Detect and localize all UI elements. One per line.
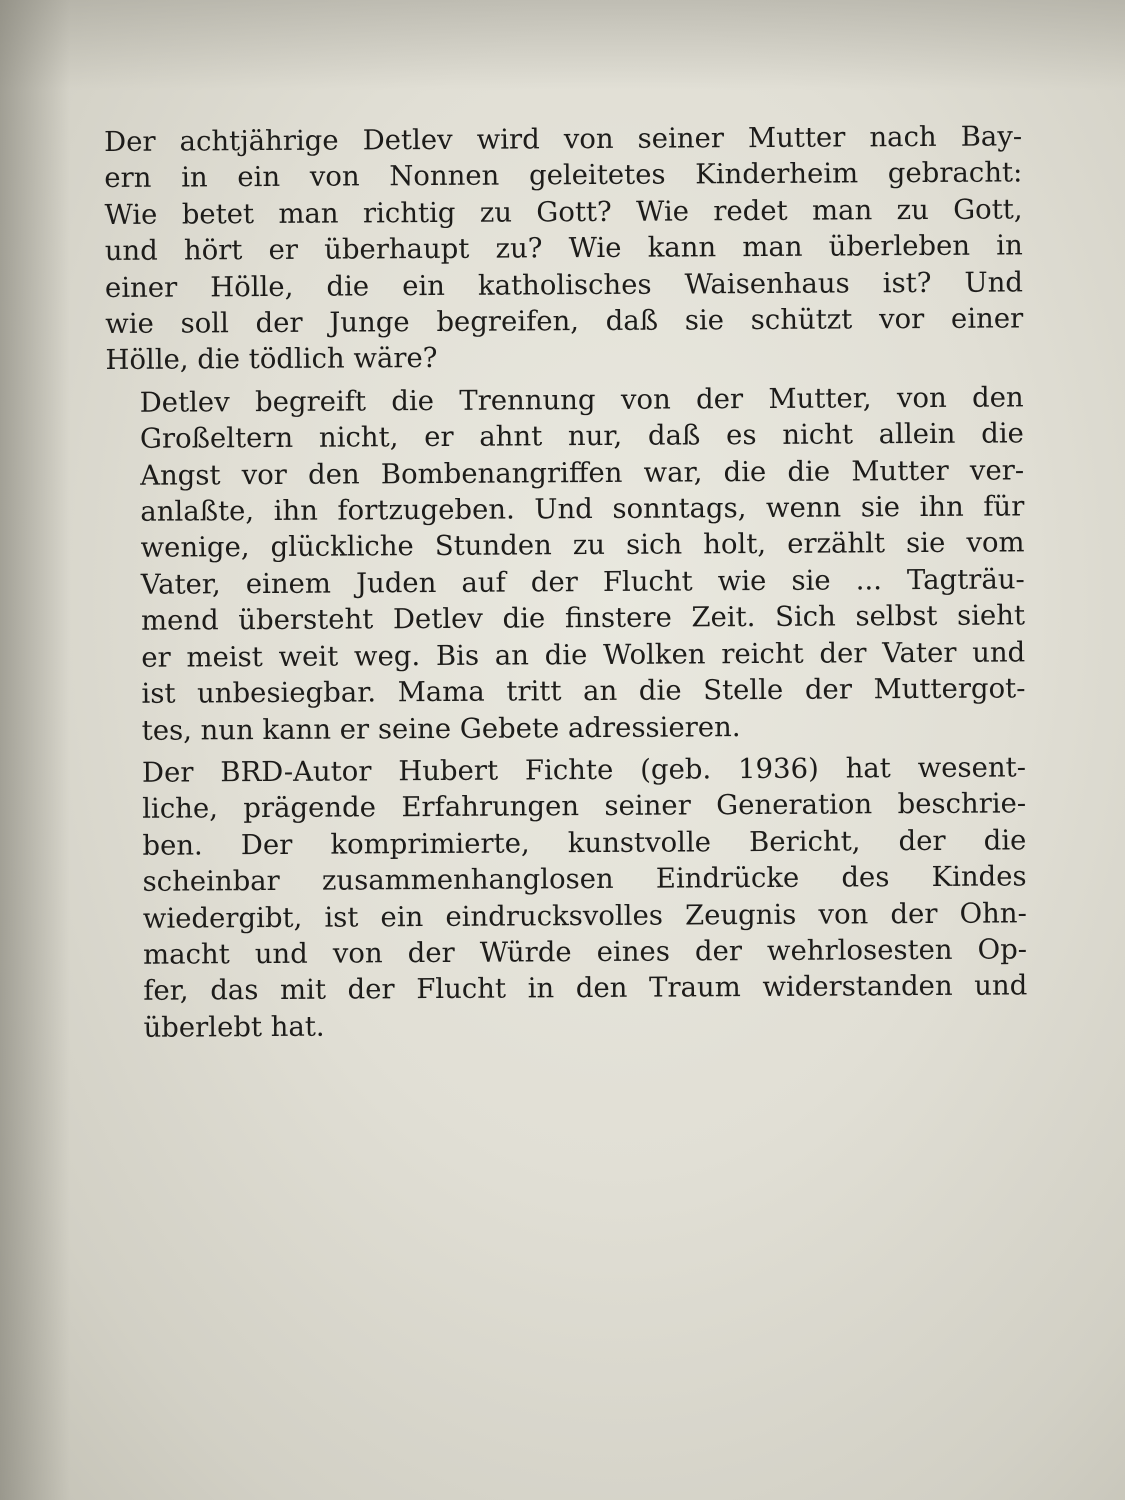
paragraph-2	[106, 379, 1026, 749]
text-line: wiedergibt, ist ein eindrucksvolles Zeugnis von der Ohn-	[142, 896, 1027, 935]
paragraph-1	[104, 118, 1024, 378]
text-line: und hört er überhaupt zu? Wie kann man überleben in	[104, 229, 1023, 268]
text-line: ist unbesiegbar. Mama tritt an die Stelle der Muttergot-	[141, 672, 1026, 710]
text-line: ben. Der komprimierte, kunstvolle Bericht, der die	[142, 824, 1027, 862]
text-line: mend übersteht Detlev die finstere Zeit. Sich selbst sieht	[140, 599, 1026, 638]
text-line: scheinbar zusammenhanglosen Eindrücke des Kindes	[142, 860, 1027, 898]
text-line: einer Hölle, die ein katholisches Waisenhaus ist? Und	[104, 266, 1024, 304]
text-line: fer, das mit der Flucht in den Traum widerstanden und	[143, 969, 1028, 1008]
text-line: Wie betet man richtig zu Gott? Wie redet man zu Gott,	[104, 193, 1023, 231]
text-line: überlebt hat.	[143, 1010, 325, 1044]
text-line: Großeltern nicht, er ahnt nur, daß es nicht allein die	[139, 417, 1025, 456]
text-line: ern in ein von Nonnen geleitetes Kinderheim gebracht:	[104, 156, 1023, 195]
text-line: tes, nun kann er seine Gebete adressieren.	[141, 710, 741, 747]
text-line: macht und von der Würde eines der wehrlosesten Op-	[142, 933, 1028, 971]
text-line: er meist weit weg. Bis an die Wolken reicht der Vater und	[141, 636, 1026, 674]
text-line: Hölle, die tödlich wäre?	[105, 342, 438, 377]
text-line: Vater, einem Juden auf der Flucht wie sie ... Tagträu-	[140, 563, 1025, 601]
page-edge-shadow	[0, 0, 70, 1500]
paragraph-3	[108, 749, 1028, 1046]
text-line: wie soll der Junge begreifen, daß sie schützt vor einer	[105, 302, 1024, 341]
text-line: Angst vor den Bombenangriffen war, die die Mutter ver-	[140, 454, 1025, 492]
text-line: Der BRD-Autor Hubert Fichte (geb. 1936) hat wesent-	[141, 751, 1027, 789]
text-line: wenige, glückliche Stunden zu sich holt, erzählt sie vom	[140, 526, 1025, 565]
text-line: Detlev begreift die Trennung von der Mutter, von den	[139, 381, 1024, 419]
text-line: liche, prägende Erfahrungen seiner Generation beschrie-	[142, 787, 1027, 826]
text-line: Der achtjährige Detlev wird von seiner Mutter nach Bay-	[104, 120, 1023, 158]
page-top-shadow	[0, 0, 1125, 90]
text-line: anlaßte, ihn fortzugeben. Und sonntags, wenn sie ihn für	[140, 490, 1025, 528]
blurb-text	[104, 118, 1028, 1046]
